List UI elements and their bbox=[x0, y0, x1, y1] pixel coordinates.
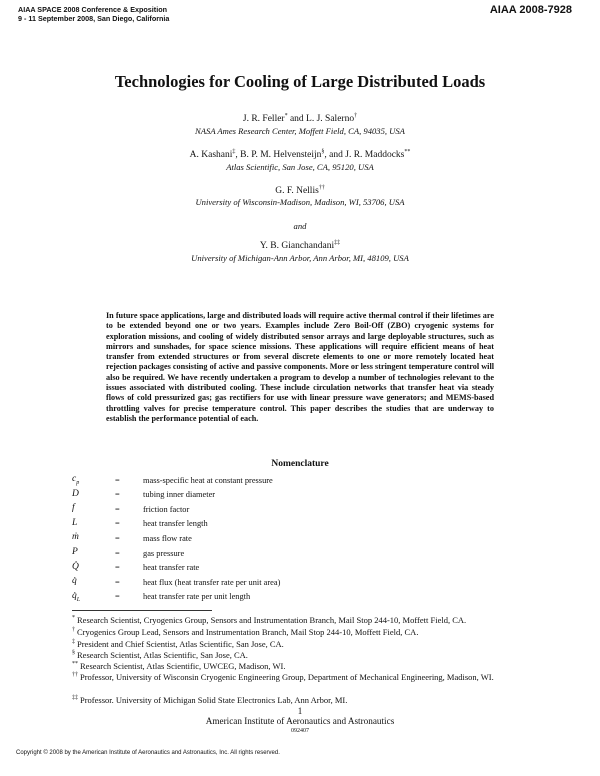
footnote: ‡ President and Chief Scientist, Atlas Scientific, San Jose, CA. bbox=[72, 639, 284, 649]
copyright-notice: Copyright © 2008 by the American Institute of Aeronautics and Astronautics, Inc. All rights reserved. bbox=[16, 750, 280, 756]
equals-sign: = bbox=[115, 577, 120, 587]
nomenclature-row bbox=[72, 502, 189, 516]
affiliation-2: Atlas Scientific, San Jose, CA, 95120, USA bbox=[226, 162, 374, 172]
nomenclature-symbol: q̇ bbox=[72, 576, 77, 587]
nomenclature-heading: Nomenclature bbox=[271, 459, 329, 469]
equals-sign: = bbox=[115, 548, 120, 558]
nomenclature-symbol: D bbox=[72, 488, 79, 499]
nomenclature-row bbox=[72, 590, 250, 604]
nomenclature-definition: tubing inner diameter bbox=[143, 490, 216, 500]
nomenclature-row bbox=[72, 546, 184, 560]
nomenclature-definition: mass-specific heat at constant pressure bbox=[143, 475, 273, 485]
equals-sign: = bbox=[115, 563, 120, 573]
conference-header bbox=[18, 6, 169, 23]
footnote-rule bbox=[72, 610, 212, 611]
equals-sign: = bbox=[115, 533, 120, 543]
footnote: * Research Scientist, Cryogenics Group, Sensors and Instrumentation Branch, Mail Stop 244-10, Moffett Field, CA. bbox=[72, 615, 467, 625]
and-separator: and bbox=[293, 221, 307, 231]
footnote: § Research Scientist, Atlas Scientific, San Jose, CA. bbox=[72, 650, 248, 660]
equals-sign: = bbox=[115, 592, 120, 602]
equals-sign: = bbox=[115, 490, 120, 500]
affiliation-1: NASA Ames Research Center, Moffett Field, CA, 94035, USA bbox=[195, 126, 405, 136]
nomenclature-row bbox=[72, 575, 280, 589]
footnote: ** Research Scientist, Atlas Scientific, UWCEG, Madison, WI. bbox=[72, 661, 286, 671]
conference-name: AIAA SPACE 2008 Conference & Exposition bbox=[18, 5, 167, 14]
equals-sign: = bbox=[115, 475, 120, 485]
equals-sign: = bbox=[115, 519, 120, 529]
author-line-1: J. R. Feller* and L. J. Salerno† bbox=[242, 112, 358, 124]
nomenclature-row bbox=[72, 531, 192, 545]
abstract: In future space applications, large and distributed loads will require active thermal control if their lifetimes are to be extended beyond one or two years. Examples include Zero Boil-Off (ZBO) cryogenic systems for exploration missions, and cooling of widely distributed sensor arrays and large deployable structures, such as mirrors and sunshades, for space science missions. These applications will require efficient means of heat transfer from extended structures or from several discrete elements to one or more remotely located heat rejection packages consisting of active and passive components. More or less stringent temperature control will also be required. We have recently undertaken a program to develop a number of technologies relevant to the issues associated with distributed cooling. These include circulation networks that transfer heat via steady flows of cold pressurized gas; gas rectifiers for use with linear pressure wave generators; and MEMS-based throttling valves for precise temperature control. This paper describes the studies that are underway to establish the performance potential of each. bbox=[106, 311, 494, 423]
footnote: ‡‡ Professor. University of Michigan Solid State Electronics Lab, Ann Arbor, MI. bbox=[72, 695, 348, 705]
nomenclature-definition: heat flux (heat transfer rate per unit area) bbox=[143, 577, 281, 587]
nomenclature-symbol: ṁ bbox=[72, 532, 79, 543]
nomenclature-symbol: Q̇ bbox=[72, 561, 79, 572]
author-line-3: G. F. Nellis†† bbox=[275, 184, 325, 196]
author-line-2: A. Kashani‡, B. P. M. Helvensteijn§, and J. R. Maddocks** bbox=[189, 148, 411, 160]
nomenclature-definition: heat transfer length bbox=[143, 519, 208, 529]
page-number: 1 bbox=[297, 706, 303, 716]
nomenclature-definition: heat transfer rate per unit length bbox=[143, 592, 251, 602]
nomenclature-symbol: $q̇_L$ bbox=[72, 590, 81, 603]
nomenclature-row bbox=[72, 488, 215, 502]
affiliation-4: University of Michigan-Ann Arbor, Ann Arbor, MI, 48109, USA bbox=[191, 253, 409, 263]
footnote: †† Professor, University of Wisconsin Cryogenic Engineering Group, Department of Mechanical Engineering, Madison, WI. bbox=[72, 672, 494, 682]
nomenclature-symbol: P bbox=[72, 547, 78, 558]
nomenclature-row bbox=[72, 517, 208, 531]
paper-title: Technologies for Cooling of Large Distributed Loads bbox=[114, 72, 486, 91]
document-code: 092407 bbox=[291, 728, 309, 734]
nomenclature-definition: mass flow rate bbox=[143, 533, 192, 543]
equals-sign: = bbox=[115, 504, 120, 514]
institute-name: American Institute of Aeronautics and Astronautics bbox=[205, 716, 395, 726]
nomenclature-definition: friction factor bbox=[143, 504, 190, 514]
nomenclature-symbol: L bbox=[72, 517, 78, 528]
nomenclature-definition: heat transfer rate bbox=[143, 563, 200, 573]
paper-id: AIAA 2008-7928 bbox=[489, 4, 572, 16]
nomenclature-row bbox=[72, 561, 199, 575]
nomenclature-symbol: f bbox=[72, 503, 75, 514]
footnote: † Cryogenics Group Lead, Sensors and Instrumentation Branch, Mail Stop 244-10, Moffett Field, CA. bbox=[72, 627, 419, 637]
author-line-4: Y. B. Gianchandani‡‡ bbox=[259, 239, 341, 251]
nomenclature-row bbox=[72, 473, 273, 487]
conference-dates: 9 - 11 September 2008, San Diego, California bbox=[18, 13, 170, 23]
nomenclature-symbol: $c_p$ bbox=[72, 474, 80, 486]
nomenclature-definition: gas pressure bbox=[143, 548, 185, 558]
affiliation-3: University of Wisconsin-Madison, Madison, WI, 53706, USA bbox=[195, 197, 405, 207]
